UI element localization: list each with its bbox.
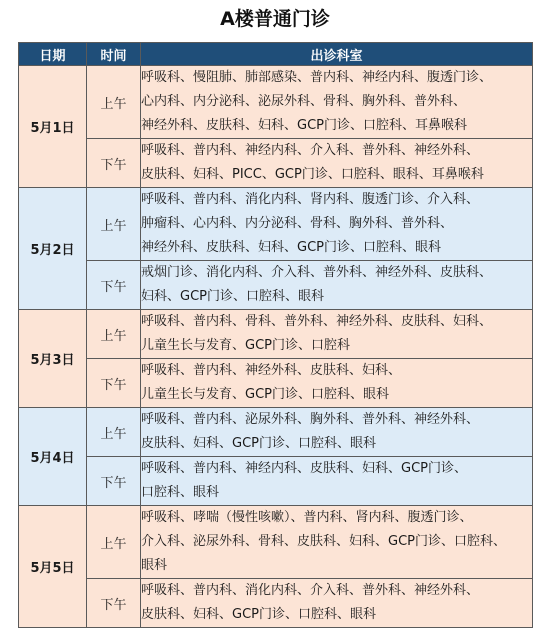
dept-line: 呼吸科、慢阻肺、肺部感染、普内科、神经内科、腹透门诊、 <box>141 70 493 85</box>
date-cell: 5月5日 <box>19 506 87 628</box>
schedule-row <box>19 457 533 506</box>
schedule-row <box>19 310 533 359</box>
dept-line: 介入科、泌尿外科、骨科、皮肤科、妇科、GCP门诊、口腔科、 <box>141 534 506 549</box>
schedule-row <box>19 66 533 139</box>
dept-line: 呼吸科、普内科、神经外科、皮肤科、妇科、 <box>141 363 402 378</box>
dept-line: 肿瘤科、心内科、内分泌科、骨科、胸外科、普外科、 <box>141 216 454 231</box>
time-cell: 下午 <box>87 579 141 628</box>
page-title: A楼普通门诊 <box>220 8 330 30</box>
dept-cell <box>141 188 533 261</box>
dept-line: 神经外科、皮肤科、妇科、GCP门诊、口腔科、眼科 <box>141 240 441 255</box>
header-row <box>19 43 533 66</box>
schedule-row <box>19 408 533 457</box>
schedule-table <box>18 42 533 628</box>
date-cell: 5月1日 <box>19 66 87 188</box>
dept-cell <box>141 66 533 139</box>
date-cell: 5月2日 <box>19 188 87 310</box>
time-cell: 下午 <box>87 457 141 506</box>
dept-cell <box>141 139 533 188</box>
schedule-row <box>19 139 533 188</box>
date-cell: 5月3日 <box>19 310 87 408</box>
dept-line: 戒烟门诊、消化内科、介入科、普外科、神经外科、皮肤科、 <box>141 265 493 280</box>
time-cell: 上午 <box>87 188 141 261</box>
dept-line: 口腔科、眼科 <box>141 485 220 500</box>
dept-cell <box>141 261 533 310</box>
dept-line: 呼吸科、普内科、消化内科、介入科、普外科、神经外科、 <box>141 583 480 598</box>
date-cell: 5月4日 <box>19 408 87 506</box>
header-date: 日期 <box>19 43 87 66</box>
time-cell: 下午 <box>87 261 141 310</box>
schedule-row <box>19 579 533 628</box>
dept-line: 呼吸科、哮喘（慢性咳嗽）、普内科、肾内科、腹透门诊、 <box>141 510 473 525</box>
time-cell: 下午 <box>87 139 141 188</box>
time-cell: 上午 <box>87 310 141 359</box>
dept-cell <box>141 457 533 506</box>
dept-line: 儿童生长与发育、GCP门诊、口腔科 <box>141 338 350 353</box>
dept-line: 皮肤科、妇科、GCP门诊、口腔科、眼科 <box>141 607 376 622</box>
header-dept: 出诊科室 <box>141 43 533 66</box>
schedule-row <box>19 188 533 261</box>
dept-line: 呼吸科、普内科、神经内科、介入科、普外科、神经外科、 <box>141 143 480 158</box>
dept-line: 儿童生长与发育、GCP门诊、口腔科、眼科 <box>141 387 389 402</box>
dept-line: 呼吸科、普内科、消化内科、肾内科、腹透门诊、介入科、 <box>141 192 480 207</box>
dept-line: 呼吸科、普内科、神经内科、皮肤科、妇科、GCP门诊、 <box>141 461 467 476</box>
schedule-row <box>19 506 533 579</box>
dept-cell <box>141 408 533 457</box>
header-time: 时间 <box>87 43 141 66</box>
schedule-body <box>19 66 533 628</box>
time-cell: 上午 <box>87 408 141 457</box>
dept-line: 妇科、GCP门诊、口腔科、眼科 <box>141 289 324 304</box>
dept-line: 眼科 <box>141 558 168 573</box>
time-cell: 上午 <box>87 66 141 139</box>
time-cell: 上午 <box>87 506 141 579</box>
dept-cell <box>141 359 533 408</box>
schedule-row <box>19 261 533 310</box>
dept-cell <box>141 579 533 628</box>
dept-line: 心内科、内分泌科、泌尿外科、骨科、胸外科、普外科、 <box>141 94 467 109</box>
time-cell: 下午 <box>87 359 141 408</box>
schedule-row <box>19 359 533 408</box>
dept-line: 皮肤科、妇科、GCP门诊、口腔科、眼科 <box>141 436 376 451</box>
dept-cell <box>141 506 533 579</box>
dept-cell <box>141 310 533 359</box>
dept-line: 呼吸科、普内科、骨科、普外科、神经外科、皮肤科、妇科、 <box>141 314 493 329</box>
dept-line: 呼吸科、普内科、泌尿外科、胸外科、普外科、神经外科、 <box>141 412 480 427</box>
dept-line: 神经外科、皮肤科、妇科、GCP门诊、口腔科、耳鼻喉科 <box>141 118 467 133</box>
dept-line: 皮肤科、妇科、PICC、GCP门诊、口腔科、眼科、耳鼻喉科 <box>141 167 484 182</box>
